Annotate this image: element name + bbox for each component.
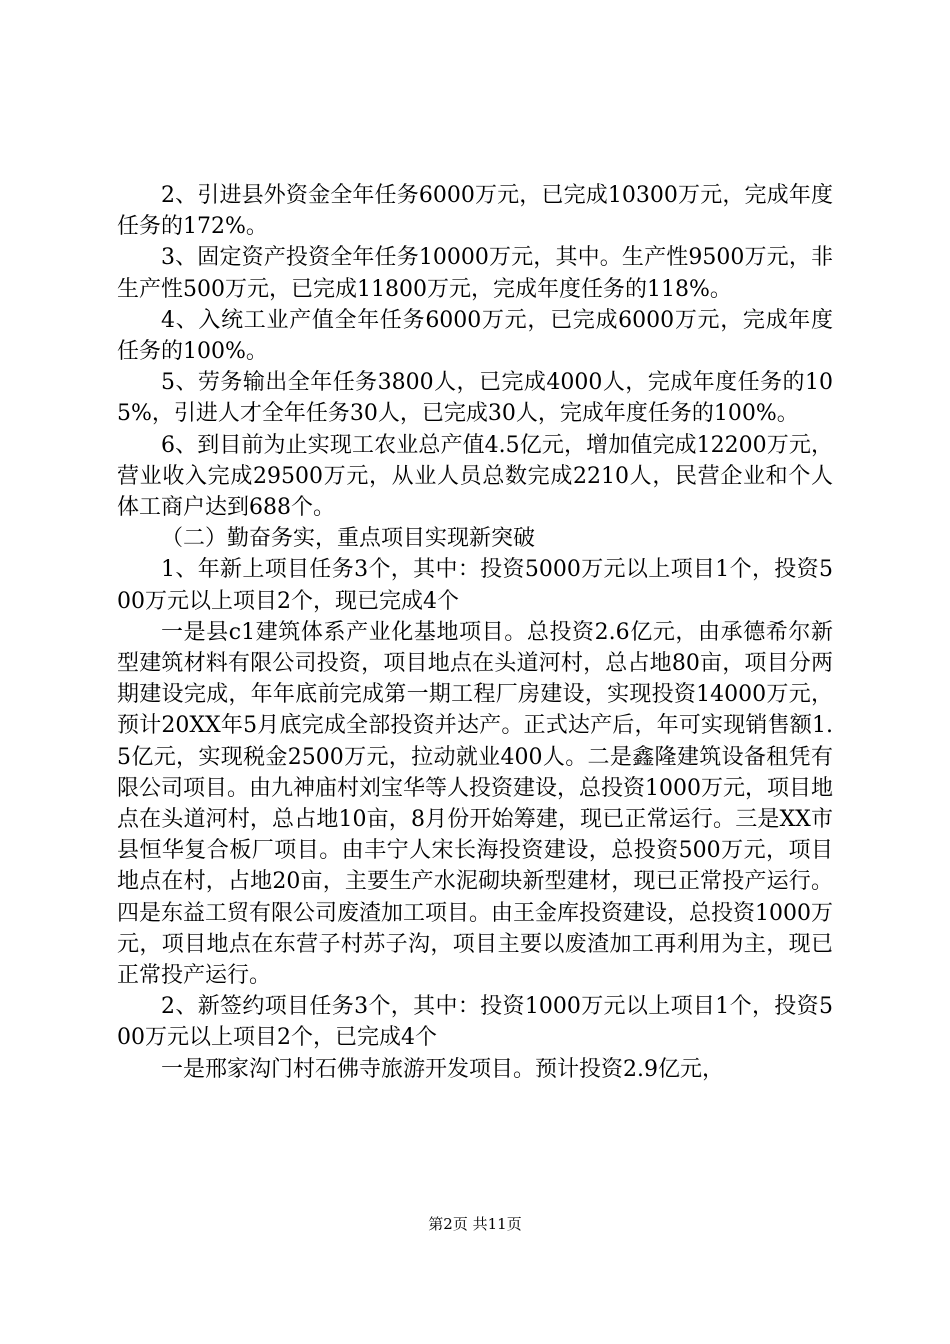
paragraph-tourism-project: 一是邢家沟门村石佛寺旅游开发项目。预计投资2.9亿元， bbox=[161, 1056, 724, 1082]
document-body bbox=[117, 180, 833, 1085]
paragraph-target-2: 2、引进县外资金全年任务6000万元，已完成10300万元，完成年度任务的172%。 bbox=[117, 183, 833, 240]
paragraph-target-4: 4、入统工业产值全年任务6000万元，已完成6000万元，完成年度任务的100%。 bbox=[117, 307, 833, 365]
paragraph-target-3: 3、固定资产投资全年任务10000万元，其中。生产性9500万元，非生产性500万元，已完成11800万元，完成年度任务的118%。 bbox=[117, 245, 833, 302]
page-footer: 第2页 共11页 bbox=[428, 1215, 522, 1233]
paragraph-signed-projects: 2、新签约项目任务3个，其中：投资1000万元以上项目1个，投资500万元以上项目2个，已完成4个 bbox=[117, 994, 833, 1051]
section-heading: （二）勤奋务实，重点项目实现新突破 bbox=[161, 526, 536, 552]
paragraph-target-6: 6、到目前为止实现工农业总产值4.5亿元，增加值完成12200万元，营业收入完成29500万元，从业人员总数完成2210人，民营企业和个人体工商户达到688个。 bbox=[117, 432, 833, 521]
paragraph-new-projects: 1、年新上项目任务3个，其中：投资5000万元以上项目1个，投资500万元以上项目2个，现已完成4个 bbox=[117, 557, 833, 614]
paragraph-project-details: 一是县c1建筑体系产业化基地项目。总投资2.6亿元，由承德希尔新型建筑材料有限公司投资，项目地点在头道河村，总占地80亩，项目分两期建设完成，年年底前完成第一期工程厂房建设，实现投资14000万元，预计20XX年5月底完成全部投资并达产。正式达产后，年可实现销售额1.5亿元，实现税金2500万元，拉动就业400人。二是鑫隆建筑设备租凭有限公司项目。由九神庙村刘宝华等人投资建设，总投资1000万元，项目地点在头道河村，总占地10亩，8月份开始筹建，现已正常运行。三是XX市县恒华复合板厂项目。由丰宁人宋长海投资建设，总投资500万元，项目地点在村，占地20亩，主要生产水泥砌块新型建材，现已正常投产运行。四是东益工贸有限公司废渣加工项目。由王金库投资建设，总投资1000万元，项目地点在东营子村苏子沟，项目主要以废渣加工再利用为主，现已正常投产运行。 bbox=[117, 619, 833, 989]
paragraph-target-5: 5、劳务输出全年任务3800人，已完成4000人，完成年度任务的105%，引进人才全年任务30人，已完成30人，完成年度任务的100%。 bbox=[117, 370, 833, 427]
